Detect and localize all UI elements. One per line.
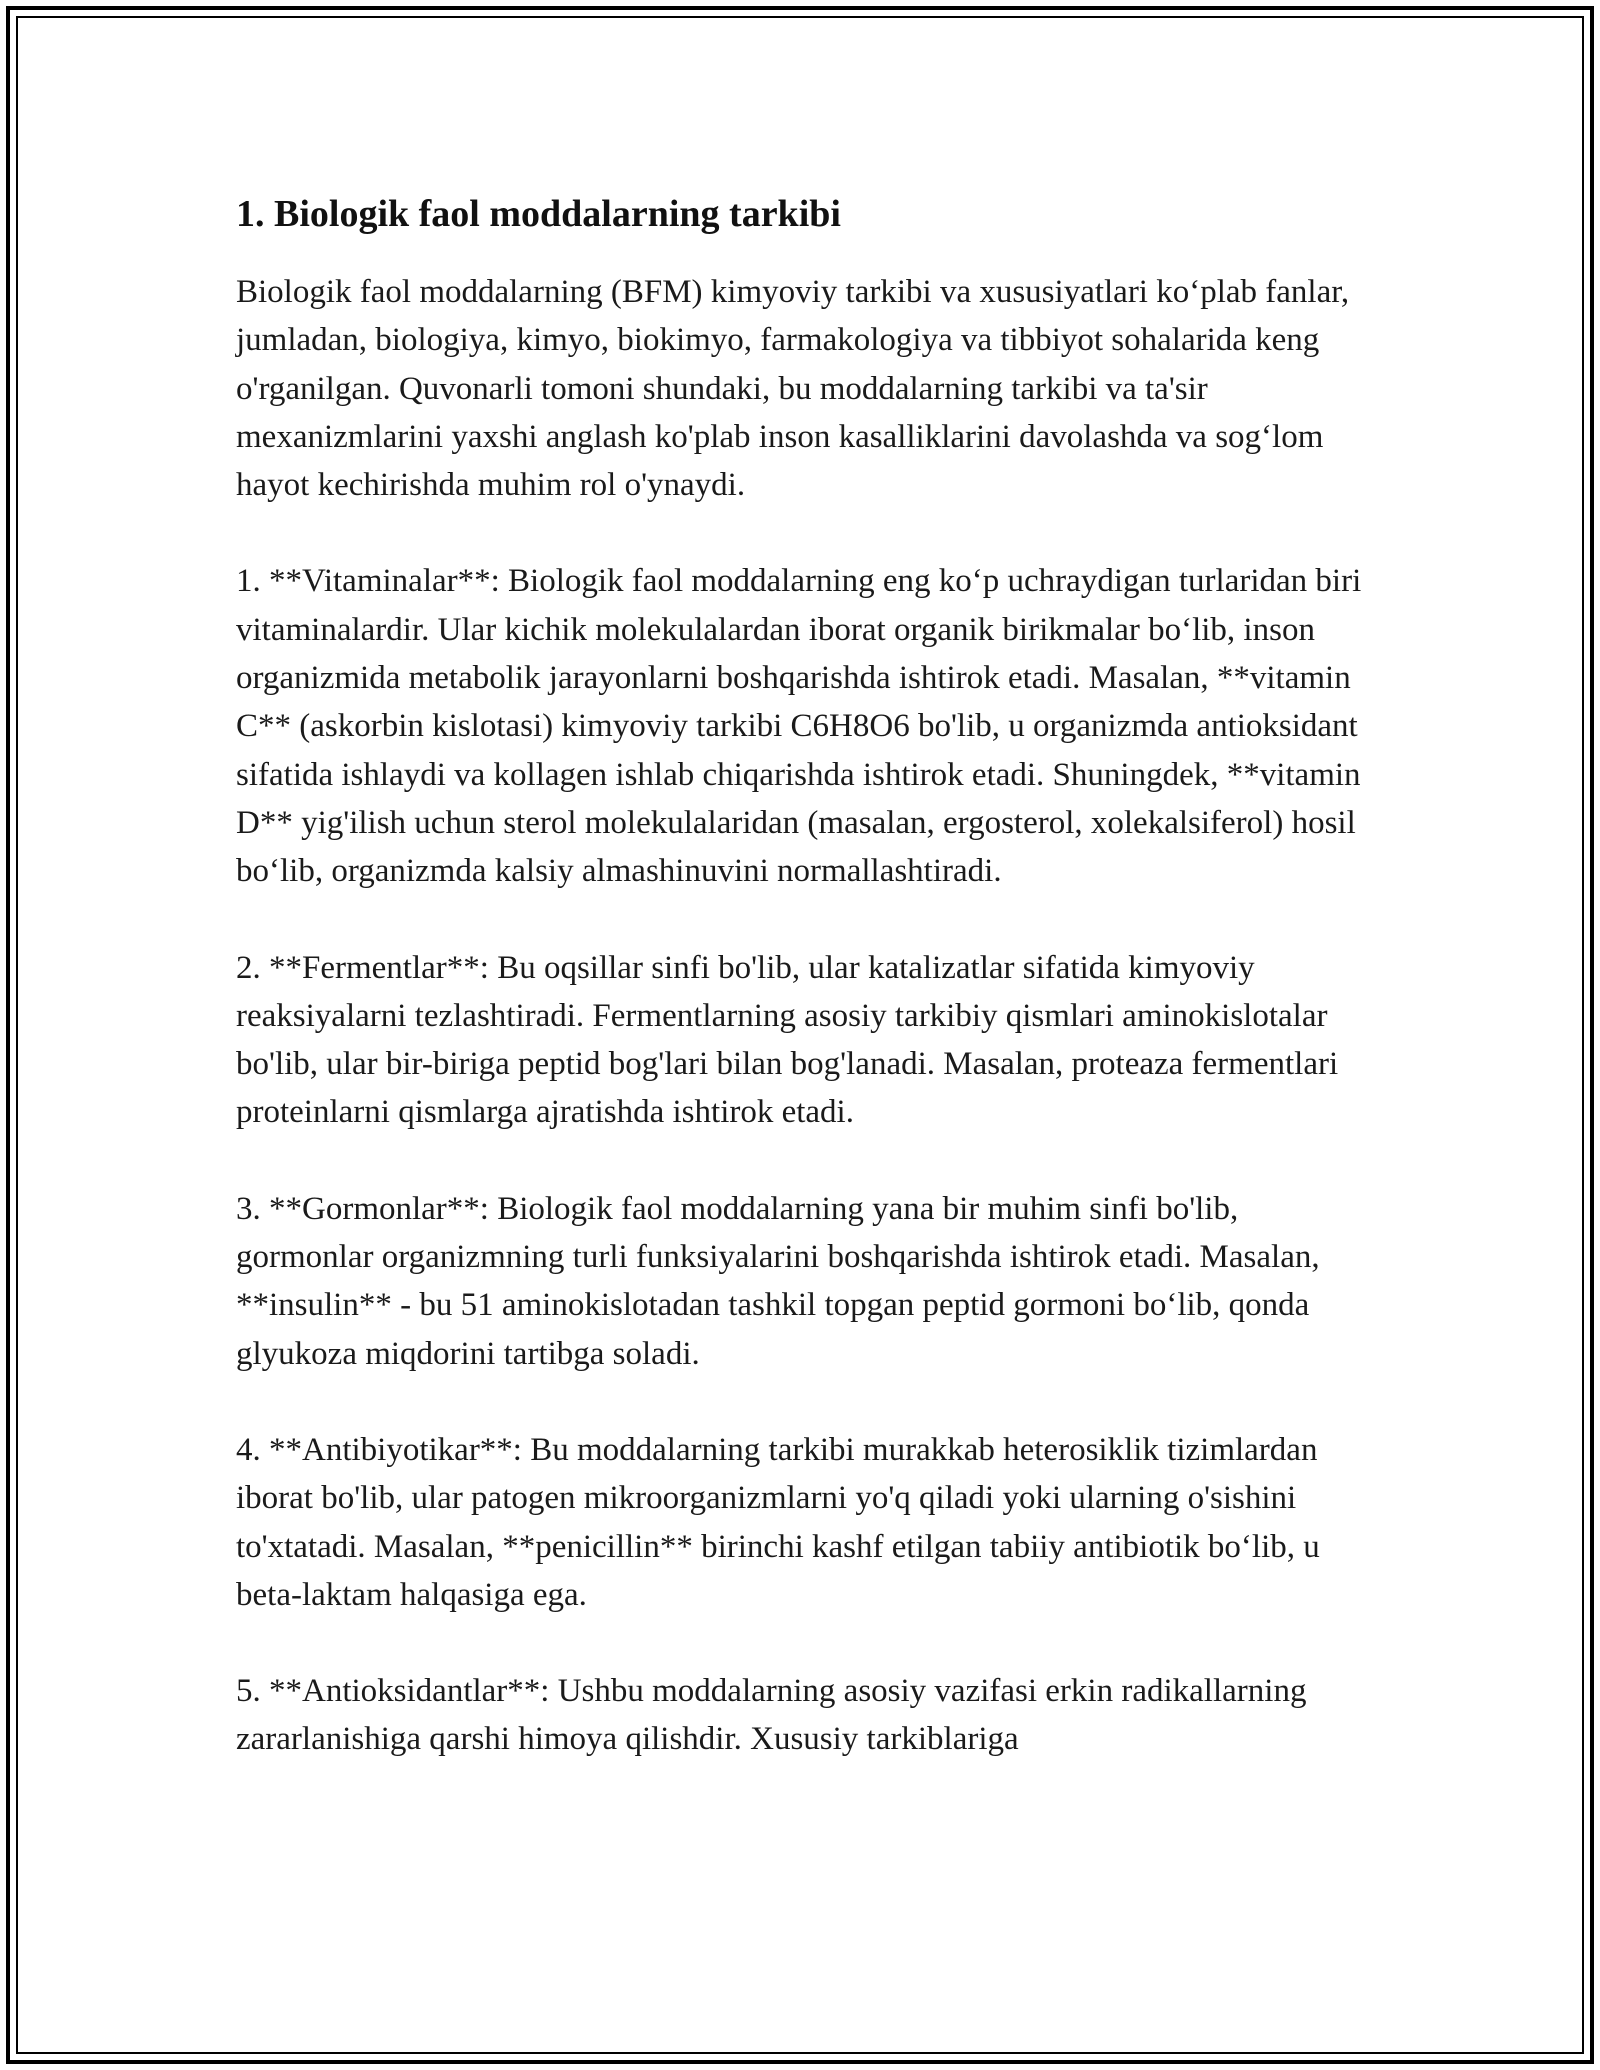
vitamins-paragraph: 1. **Vitaminalar**: Biologik faol moddalarning eng ko‘p uchraydigan turlaridan biri vitaminalardir. Ular kichik molekulalardan iborat organik birikmalar bo‘lib, inson organizmida metabolik jarayonlarni boshqarishda ishtirok etadi. Masalan, **vitamin C** (askorbin kislotasi) kimyoviy tarkibi C6H8O6 bo'lib, u organizmda antioksidant sifatida ishlaydi va kollagen ishlab chiqarishda ishtirok etadi. Shuningdek, **vitamin D** yig'ilish uchun sterol molekulalaridan (masalan, ergosterol, xolekalsiferol) hosil bo‘lib, organizmda kalsiy almashinuvini normallashtiradi. [236, 563, 1362, 890]
antioxidants-paragraph: 5. **Antioksidantlar**: Ushbu moddalarning asosiy vazifasi erkin radikallarning zararlanishiga qarshi himoya qilishdir. Xususiy tarkiblariga [236, 1673, 1307, 1758]
hormones-paragraph: 3. **Gormonlar**: Biologik faol moddalarning yana bir muhim sinfi bo'lib, gormonlar organizmning turli funksiyalarini boshqarishda ishtirok etadi. Masalan, **insulin** - bu 51 aminokislotadan tashkil topgan peptid gormoni bo‘lib, qonda glyukoza miqdorini tartibga soladi. [236, 1190, 1320, 1372]
intro-paragraph: Biologik faol moddalarning (BFM) kimyoviy tarkibi va xususiyatlari ko‘plab fanlar, jumladan, biologiya, kimyo, biokimyo, farmakologiya va tibbiyot sohalarida keng o'rganilgan. Quvonarli tomoni shundaki, bu moddalarning tarkibi va ta'sir mexanizmlarini yaxshi anglash ko'plab inson kasalliklarini davolashda va sog‘lom hayot kechirishda muhim rol o'ynaydi. [236, 274, 1350, 504]
section-heading: 1. Biologik faol moddalarning tarkibi [236, 193, 841, 235]
antibiotics-paragraph: 4. **Antibiyotikar**: Bu moddalarning tarkibi murakkab heterosiklik tizimlardan iborat bo'lib, ular patogen mikroorganizmlarni yo'q qiladi yoki ularning o'sishini to'xtatadi. Masalan, **penicillin** birinchi kashf etilgan tabiiy antibiotik bo‘lib, u beta-laktam halqasiga ega. [236, 1431, 1320, 1613]
enzymes-paragraph: 2. **Fermentlar**: Bu oqsillar sinfi bo'lib, ular katalizatlar sifatida kimyoviy reaksiyalarni tezlashtiradi. Fermentlarning asosiy tarkibiy qismlari aminokislotalar bo'lib, ular bir-biriga peptid bog'lari bilan bog'lanadi. Masalan, proteaza fermentlari proteinlarni qismlarga ajratishda ishtirok etadi. [236, 949, 1339, 1131]
document-body [236, 186, 1376, 1812]
